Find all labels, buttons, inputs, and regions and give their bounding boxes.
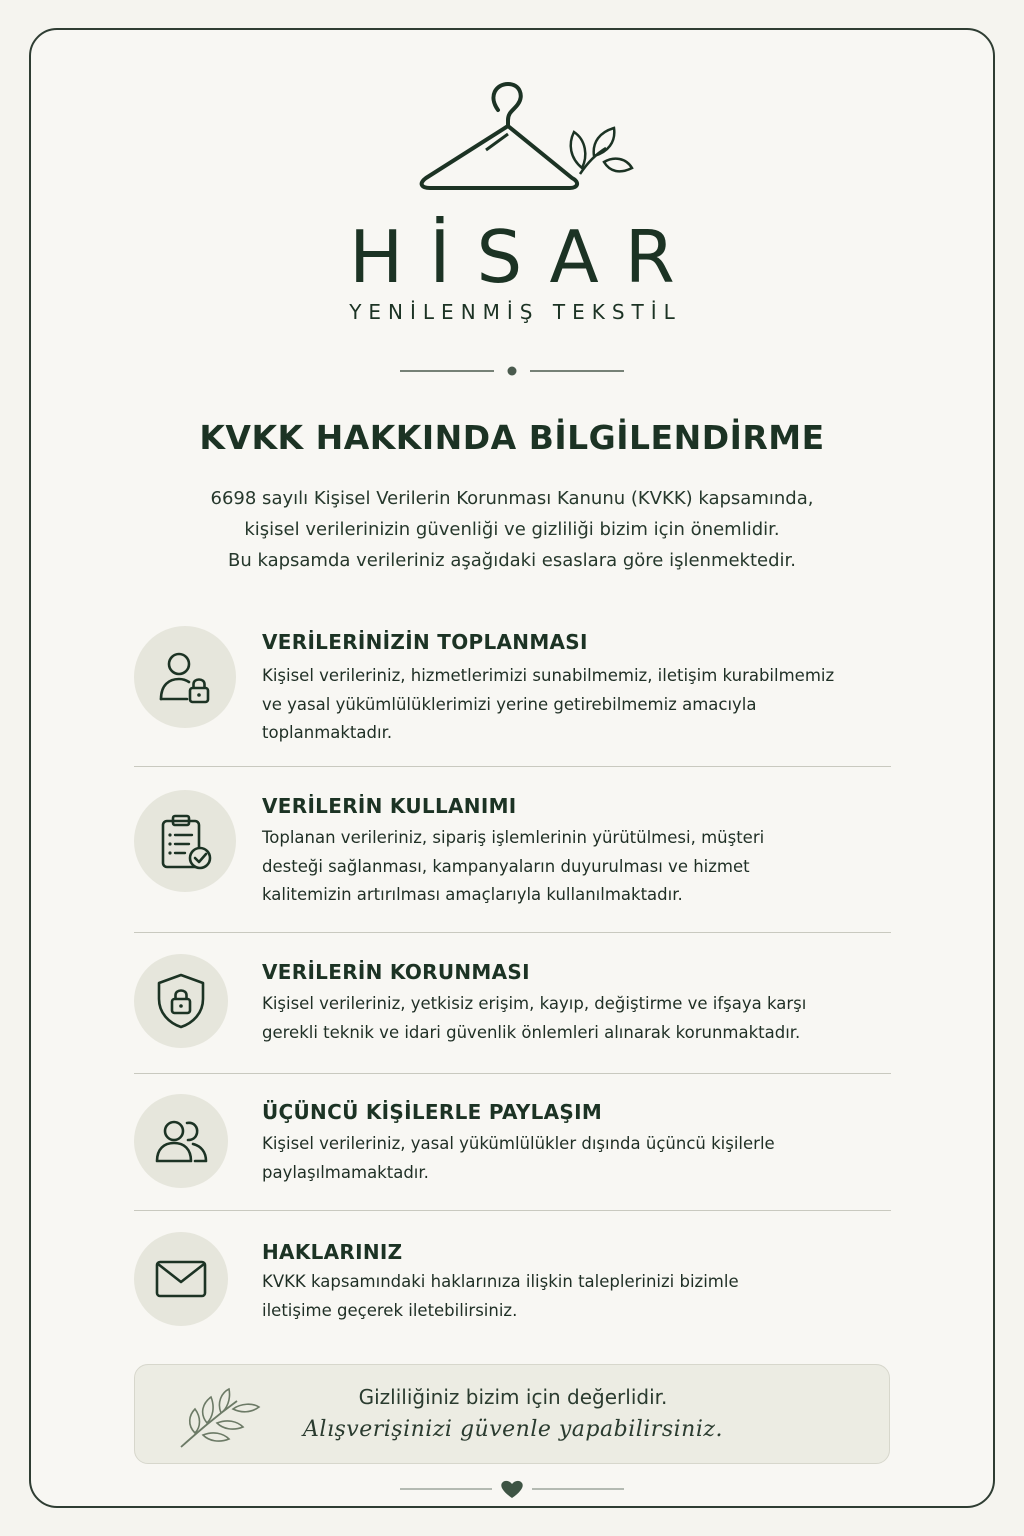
intro-line: kişisel verilerinizin güvenliği ve gizliliği bizim için önemlidir. [244, 519, 780, 540]
section-divider [134, 1210, 891, 1211]
shield-lock-icon [151, 971, 211, 1031]
section-body-line: Kişisel verileriniz, hizmetlerimizi sunabilmemiz, iletişim kurabilmemiz [262, 666, 835, 685]
section-body [262, 662, 902, 748]
section-body [262, 1268, 902, 1325]
section-body [262, 990, 902, 1047]
envelope-icon [151, 1249, 211, 1309]
section-heading: HAKLARINIZ [262, 1240, 403, 1264]
footer-line-1: Gizliliğiniz bizim için değerlidir. [358, 1385, 668, 1409]
section-body-line: kalitemizin artırılması amaçlarıyla kullanılmaktadır. [262, 885, 683, 904]
section-heading: VERİLERİN KORUNMASI [262, 960, 530, 984]
section-divider [134, 766, 891, 767]
heart-divider [398, 1478, 626, 1500]
brand-tagline: YENİLENMİŞ TEKSTİL [349, 300, 682, 324]
section-body-line: Kişisel verileriniz, yetkisiz erişim, kayıp, değiştirme ve ifşaya karşı [262, 994, 807, 1013]
section-body [262, 1130, 902, 1187]
section-heading: ÜÇÜNCÜ KİŞİLERLE PAYLAŞIM [262, 1100, 603, 1124]
intro-line: 6698 sayılı Kişisel Verilerin Korunması Kanunu (KVKK) kapsamında, [210, 488, 814, 509]
section-body-line: toplanmaktadır. [262, 723, 393, 742]
user-lock-icon [155, 647, 215, 707]
section-icon-circle [134, 1232, 228, 1326]
section-heading: VERİLERİNİZİN TOPLANMASI [262, 630, 588, 654]
section-body-line: desteği sağlanması, kampanyaların duyurulması ve hizmet [262, 856, 750, 876]
section-icon-circle [134, 954, 228, 1048]
section-body-line: KVKK kapsamındaki haklarınıza ilişkin taleplerinizi bizimle [262, 1272, 739, 1291]
intro-text [112, 483, 912, 576]
section-body-line: Toplanan verileriniz, sipariş işlemlerinin yürütülmesi, müşteri [262, 828, 765, 847]
section-divider [134, 1073, 891, 1074]
footer-line-2: Alışverişinizi güvenle yapabilirsiniz. [303, 1417, 723, 1442]
users-icon [151, 1111, 211, 1171]
page-title: KVKK HAKKINDA BİLGİLENDİRME [199, 418, 825, 457]
brand-name: HİSAR [349, 215, 701, 299]
section-icon-circle [134, 1094, 228, 1188]
heart-icon [501, 1481, 522, 1498]
clipboard-check-icon [155, 811, 215, 871]
footer-note [134, 1364, 890, 1464]
section-body-line: gerekli teknik ve idari güvenlik önlemleri alınarak korunmaktadır. [262, 1022, 801, 1042]
section-icon-circle [134, 626, 236, 728]
divider-ornament [398, 362, 626, 380]
section-heading: VERİLERİN KULLANIMI [262, 794, 517, 818]
section-divider [134, 932, 891, 933]
hanger-with-leaves-icon [410, 78, 640, 198]
section-body [262, 824, 902, 910]
section-icon-circle [134, 790, 236, 892]
section-body-line: paylaşılmamaktadır. [262, 1162, 429, 1182]
intro-line: Bu kapsamda verileriniz aşağıdaki esaslara göre işlenmektedir. [227, 550, 797, 571]
section-body-line: iletişime geçerek iletebilirsiniz. [262, 1300, 518, 1320]
section-body-line: Kişisel verileriniz, yasal yükümlülükler dışında üçüncü kişilerle [262, 1134, 775, 1153]
section-body-line: ve yasal yükümlülüklerimizi yerine getirebilmemiz amacıyla [262, 694, 757, 714]
